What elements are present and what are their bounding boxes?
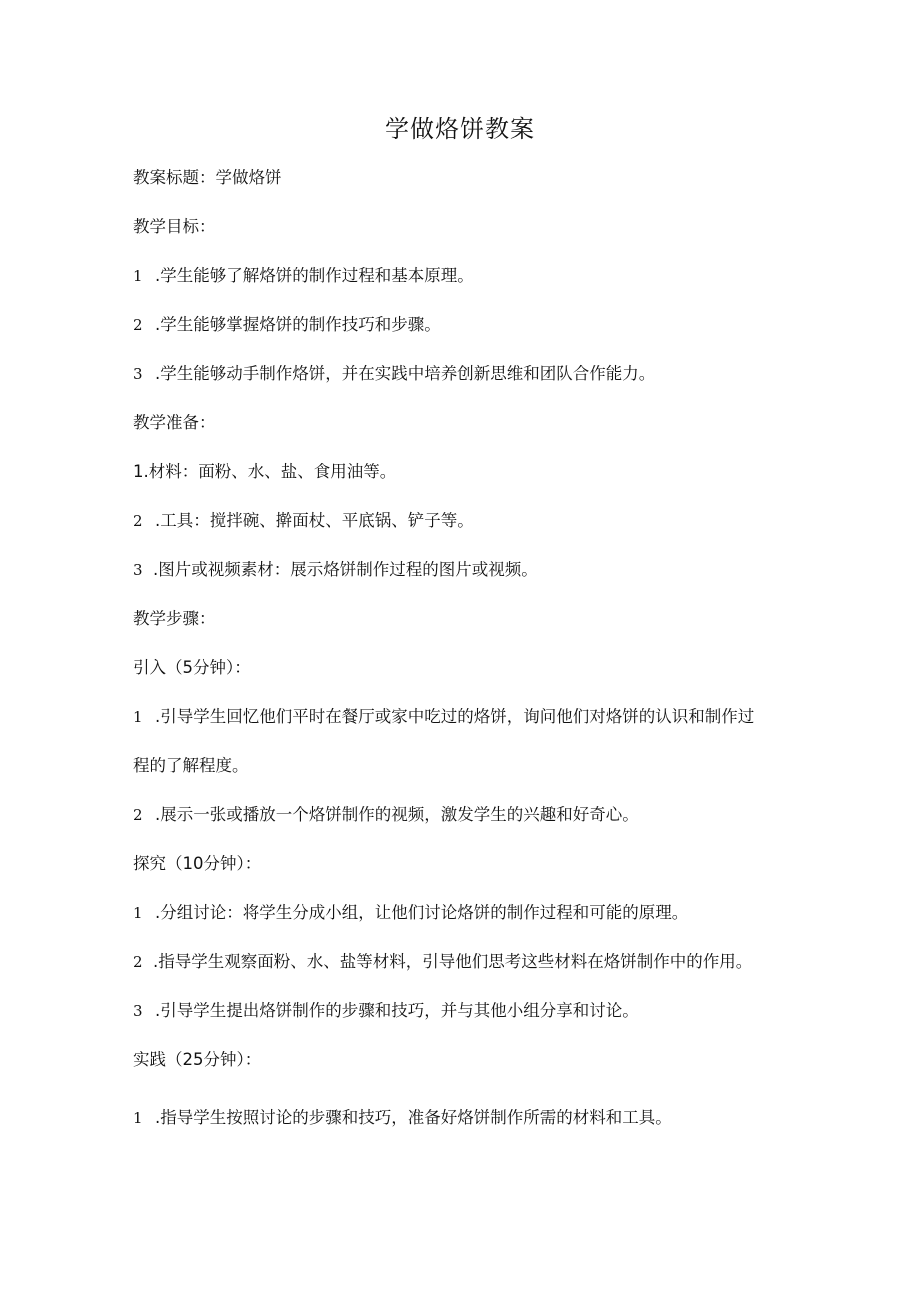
intro-item-1	[133, 705, 754, 729]
item-number: 1	[133, 708, 143, 726]
item-text: .引导学生回忆他们平时在餐厅或家中吃过的烙饼，询问他们对烙饼的认识和制作过	[155, 707, 755, 726]
item-text: .分组讨论：将学生分成小组，让他们讨论烙饼的制作过程和可能的原理。	[155, 903, 689, 922]
explore-heading: 探究（10分钟）：	[133, 854, 262, 873]
practice-item-1	[133, 1106, 672, 1130]
item-number: 2	[133, 512, 143, 530]
item-text: .图片或视频素材：展示烙饼制作过程的图片或视频。	[153, 560, 538, 579]
intro-heading: 引入（5分钟）：	[133, 658, 251, 677]
item-text: .指导学生按照讨论的步骤和技巧，准备好烙饼制作所需的材料和工具。	[155, 1108, 672, 1127]
item-number: 3	[133, 365, 143, 383]
item-number: 1	[133, 1109, 143, 1127]
practice-heading: 实践（25分钟）：	[133, 1050, 262, 1069]
steps-heading: 教学步骤：	[133, 609, 216, 628]
item-text: .学生能够掌握烙饼的制作技巧和步骤。	[155, 315, 441, 334]
intro-item-2	[133, 803, 639, 827]
preparation-item-1	[133, 460, 396, 484]
item-text: .指导学生观察面粉、水、盐等材料，引导他们思考这些材料在烙饼制作中的作用。	[153, 952, 753, 971]
explore-item-2	[133, 950, 752, 974]
preparation-item-2	[133, 509, 474, 533]
preparation-item-3	[133, 558, 538, 582]
item-number: 3	[133, 561, 143, 579]
item-text: .工具：搅拌碗、擀面杖、平底锅、铲子等。	[155, 511, 474, 530]
item-number: 3	[133, 1002, 143, 1020]
item-number: 2	[133, 806, 143, 824]
item-number: 1	[133, 904, 143, 922]
doc-title: 学做烙饼教案	[385, 115, 535, 143]
preparation-heading: 教学准备：	[133, 413, 216, 432]
item-number: 2	[133, 953, 143, 971]
item-text: .学生能够动手制作烙饼，并在实践中培养创新思维和团队合作能力。	[155, 364, 656, 383]
item-text: .引导学生提出烙饼制作的步骤和技巧，并与其他小组分享和讨论。	[155, 1001, 639, 1020]
objective-item-2	[133, 313, 441, 337]
intro-item-1-continued: 程的了解程度。	[133, 756, 249, 775]
item-text: .学生能够了解烙饼的制作过程和基本原理。	[155, 266, 474, 285]
item-number: 1	[133, 267, 143, 285]
explore-item-1	[133, 901, 688, 925]
item-number: 2	[133, 316, 143, 334]
item-text: .展示一张或播放一个烙饼制作的视频，激发学生的兴趣和好奇心。	[155, 805, 639, 824]
item-text: .材料：面粉、水、盐、食用油等。	[143, 462, 397, 481]
item-number: 1	[133, 462, 144, 481]
explore-item-3	[133, 999, 639, 1023]
objective-item-3	[133, 362, 655, 386]
objective-item-1	[133, 264, 474, 288]
objectives-heading: 教学目标：	[133, 217, 216, 236]
lesson-subject: 教案标题：学做烙饼	[133, 168, 282, 187]
